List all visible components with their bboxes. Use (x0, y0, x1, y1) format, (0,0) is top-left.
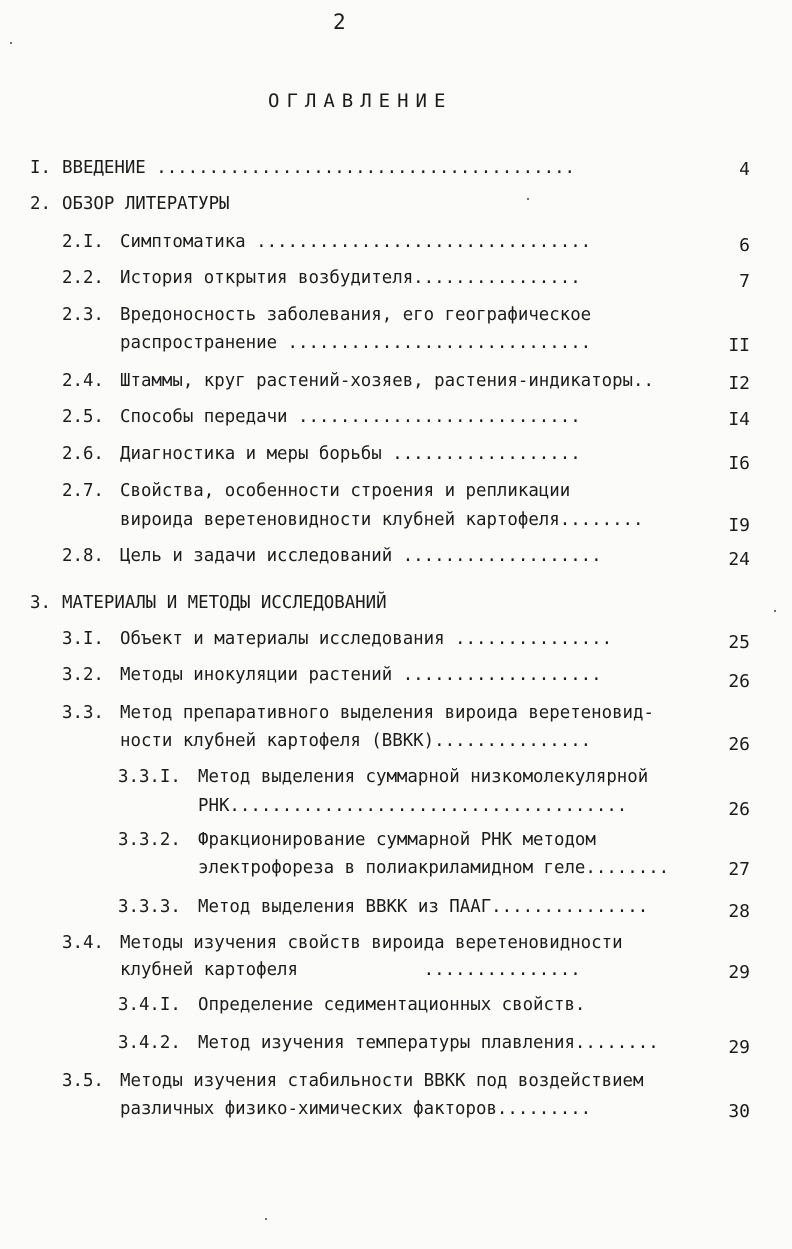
toc-entry-text: Метод препаративного выделения вироида веретеновид- (120, 703, 654, 723)
toc-entry-text: Способы передачи ........................... (120, 407, 581, 427)
toc-entry-text: Свойства, особенности строения и репликации (120, 481, 571, 501)
toc-page-number: 25 (728, 632, 750, 653)
toc-entry-number: 3.2. (62, 665, 104, 685)
toc-entry-number: 2.2. (62, 268, 104, 288)
toc-entry-text: Симптоматика ................................ (120, 232, 592, 252)
toc-entry-text: клубней картофеля ............... (120, 960, 581, 980)
toc-entry-text: Методы изучения свойств вироида веретеновидности (120, 933, 623, 953)
page-number: 2 (333, 10, 346, 34)
toc-entry-text: электрофореза в полиакриламидном геле........ (198, 858, 670, 878)
toc-entry-text: История открытия возбудителя................ (120, 268, 581, 288)
toc-page-number: I4 (728, 409, 750, 430)
toc-page-number: 4 (739, 159, 750, 180)
toc-page-number: 30 (728, 1101, 750, 1122)
toc-entry-text: Метод выделения ВВКК из ПААГ............... (198, 897, 649, 917)
toc-entry-number: 3.3.2. (118, 830, 181, 850)
toc-entry-number: 3.3. (62, 703, 104, 723)
toc-page-number: 24 (728, 549, 750, 570)
toc-page-number: 28 (728, 901, 750, 922)
toc-entry-number: 3.4. (62, 933, 104, 953)
toc-entry-number: 3.5. (62, 1071, 104, 1091)
scan-speck (10, 42, 12, 44)
toc-entry-text: Методы изучения стабильности ВВКК под воздействием (120, 1071, 644, 1091)
toc-entry-text: Вредоносность заболевания, его географическое (120, 305, 592, 325)
toc-entry-text: Метод выделения суммарной низкомолекулярной (198, 767, 649, 787)
toc-page-number: 29 (728, 1037, 750, 1058)
toc-entry-text: Фракционирование суммарной РНК методом (198, 830, 596, 850)
toc-page-number: 26 (728, 734, 750, 755)
toc-page-number: 26 (728, 671, 750, 692)
page-title: ОГЛАВЛЕНИЕ (268, 90, 453, 112)
toc-page-number: I6 (728, 453, 750, 474)
toc-entry-text: ности клубней картофеля (ВВКК)............... (120, 731, 592, 751)
toc-entry-text: вироида веретеновидности клубней картофеля........ (120, 510, 644, 530)
toc-entry-number: I. (30, 158, 51, 178)
toc-entry-number: 2.8. (62, 546, 104, 566)
toc-page-number: 27 (728, 859, 750, 880)
toc-entry-number: 3.I. (62, 629, 104, 649)
toc-entry-text: ВВЕДЕНИЕ ........................................ (62, 158, 576, 178)
toc-page-number: I9 (728, 515, 750, 536)
toc-entry-text: распространение ............................. (120, 333, 592, 353)
toc-entry-number: 2.7. (62, 481, 104, 501)
toc-entry-text: Штаммы, круг растений-хозяев, растения-индикаторы.. (120, 371, 654, 391)
toc-entry-number: 2.5. (62, 407, 104, 427)
toc-entry-text: ОБЗОР ЛИТЕРАТУРЫ (62, 194, 230, 214)
toc-entry-number: 3.3.I. (118, 767, 181, 787)
toc-entry-number: 3.4.2. (118, 1033, 181, 1053)
toc-page-number: 7 (739, 271, 750, 292)
scan-speck (774, 610, 776, 612)
toc-entry-number: 2.4. (62, 371, 104, 391)
toc-page-number: 6 (739, 235, 750, 256)
toc-entry-text: РНК...................................... (198, 796, 628, 816)
toc-entry-text: Методы инокуляции растений ................... (120, 665, 602, 685)
toc-entry-number: 3. (30, 593, 51, 613)
toc-entry-number: 2.3. (62, 305, 104, 325)
toc-entry-text: Метод изучения температуры плавления........ (198, 1033, 659, 1053)
scan-speck (527, 198, 529, 200)
toc-entry-text: Объект и материалы исследования ............... (120, 629, 613, 649)
scan-speck (265, 1218, 267, 1220)
toc-entry-text: Определение седиментационных свойств. (198, 995, 586, 1015)
toc-entry-number: 3.3.3. (118, 897, 181, 917)
toc-page-number: 29 (728, 962, 750, 983)
toc-page-number: 26 (728, 799, 750, 820)
toc-entry-text: различных физико-химических факторов......... (120, 1099, 592, 1119)
toc-entry-number: 3.4.I. (118, 995, 181, 1015)
toc-entry-number: 2.I. (62, 232, 104, 252)
toc-entry-text: МАТЕРИАЛЫ И МЕТОДЫ ИССЛЕДОВАНИЙ (62, 593, 387, 613)
toc-entry-text: Цель и задачи исследований ................... (120, 546, 602, 566)
toc-entry-number: 2. (30, 194, 51, 214)
toc-page-number: II (728, 335, 750, 356)
toc-page-number: I2 (728, 373, 750, 394)
toc-entry-number: 2.6. (62, 444, 104, 464)
toc-entry-text: Диагностика и меры борьбы .................. (120, 444, 581, 464)
